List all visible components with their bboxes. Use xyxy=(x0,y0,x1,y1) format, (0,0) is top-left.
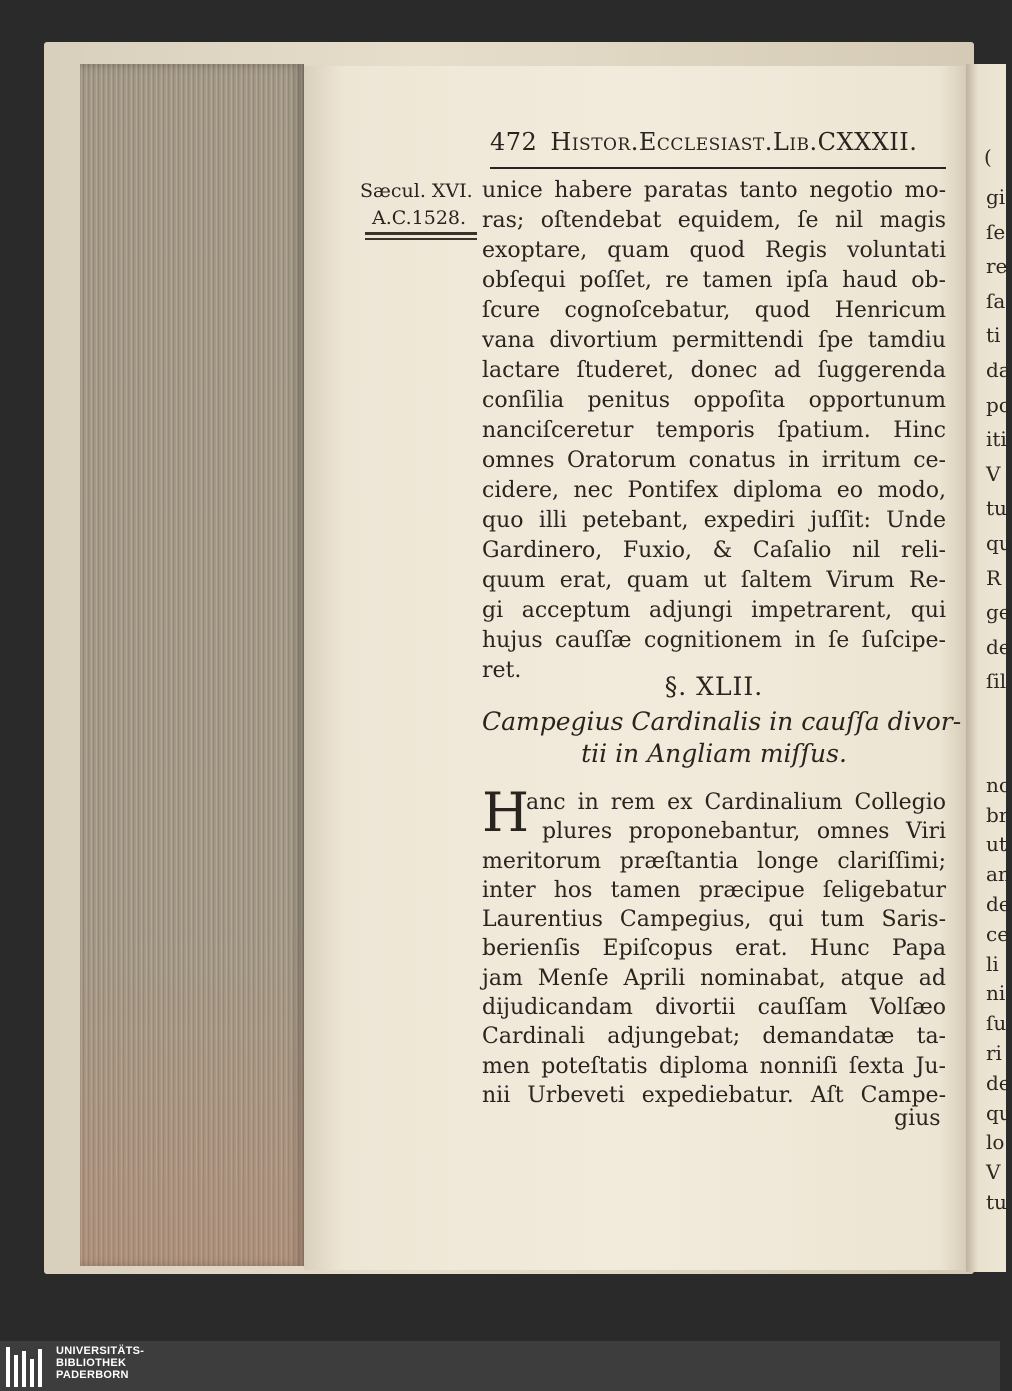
library-footer xyxy=(0,1341,1000,1391)
text-line: berienſis Epiſcopus erat. Hunc Papa xyxy=(482,936,946,962)
text-line: exoptare, quam quod Regis voluntati xyxy=(482,238,946,263)
facing-page-fragment: qu xyxy=(986,531,1012,555)
facing-page-fragment: gi xyxy=(986,185,1006,209)
running-header xyxy=(490,128,946,168)
text-line: Cardinali adjungebat; demandatæ ta- xyxy=(482,1024,946,1050)
facing-page-fragment: R xyxy=(986,565,1002,590)
text-line: ret. xyxy=(482,658,522,683)
facing-page-fragment: re xyxy=(986,254,1008,279)
text-line: conſilia penitus oppoſita opportunum xyxy=(482,388,946,413)
text-line: Laurentius Campegius, qui tum Saris- xyxy=(482,907,946,933)
facing-page-fragment: de xyxy=(986,892,1011,916)
facing-page-fragment: ſe xyxy=(986,219,1006,244)
facing-page-fragment: ſil xyxy=(986,669,1007,694)
header-rule xyxy=(490,167,946,169)
text-line: gi acceptum adjungi impetrarent, qui xyxy=(482,598,946,623)
text-line: quo illi petebant, expediri juſſit: Unde xyxy=(482,508,946,533)
section-title-line: tii in Angliam miſſus. xyxy=(581,739,847,768)
margin-century: Sæcul. XVI. xyxy=(360,180,473,202)
facing-page-fragment: qu xyxy=(986,1100,1012,1125)
margin-rule-thin xyxy=(365,238,477,240)
margin-year: A.C.1528. xyxy=(372,207,467,229)
page-number: 472 xyxy=(490,128,538,156)
text-line: men poteſtatis diploma nonniſi ſexta Ju- xyxy=(482,1053,946,1079)
text-line: hujus cauſſæ cognitionem in ſe ſuſcipe- xyxy=(482,628,946,653)
text-line: nanciſceretur temporis ſpatium. Hinc xyxy=(482,418,946,443)
text-line: nii Urbeveti expediebatur. Aſt Campe- xyxy=(482,1082,946,1108)
facing-page-fragment: de xyxy=(986,634,1011,659)
paragraph-2 xyxy=(482,781,946,1110)
section-title-line: Campegius Cardinalis in cauſſa divor- xyxy=(482,707,962,736)
facing-page-fragment: de xyxy=(986,1070,1011,1095)
facing-page-fragment: ut xyxy=(986,832,1007,857)
text-line: meritorum præſtantia longe clariſſimi; xyxy=(482,848,946,874)
facing-page-fragment: tu xyxy=(986,1190,1007,1214)
margin-rule xyxy=(365,232,477,235)
facing-page-fragment: iti xyxy=(986,427,1007,452)
text-line: anc in rem ex Cardinalium Collegio xyxy=(526,790,946,815)
facing-page-fragment: ri xyxy=(986,1041,1002,1065)
text-line: omnes Oratorum conatus in irritum ce- xyxy=(482,448,946,473)
facing-page-fragment: V xyxy=(986,461,1001,486)
facing-page-fragment: ti xyxy=(986,323,1001,348)
text-line: lactare ſtuderet, donec ad ſuggerenda xyxy=(482,358,946,383)
text-line: cidere, nec Pontifex diploma eo modo, xyxy=(482,478,946,503)
text-line: plures proponebantur, omnes Viri xyxy=(542,819,946,845)
facing-page-edge xyxy=(966,64,1012,1272)
facing-page-fragment: nc xyxy=(986,772,1011,797)
section-number: §. XLII. xyxy=(664,672,764,701)
text-line: quum erat, quam ut ſaltem Virum Re- xyxy=(482,568,946,593)
facing-page-fragment: li xyxy=(986,951,999,976)
text-line: Gardinero, Fuxio, & Caſalio nil reli- xyxy=(482,538,946,563)
facing-page-fragment: lo xyxy=(986,1130,1005,1155)
facing-page-fragment: pc xyxy=(986,392,1011,417)
section-title xyxy=(482,706,962,770)
facing-page-fragment: da xyxy=(986,358,1011,382)
text-line: jam Menſe Aprili nominabat, atque ad xyxy=(482,965,946,991)
running-title: Histor.Ecclesiast.Lib.CXXXII. xyxy=(550,128,918,156)
text-line: ras; oſtendebat equidem, ſe nil magis xyxy=(482,208,946,233)
facing-page-top: ( xyxy=(984,145,992,169)
institution-name xyxy=(56,1345,144,1381)
initial-letter: H xyxy=(482,781,530,844)
page-edges xyxy=(80,64,304,1266)
library-logo-icon xyxy=(6,1347,48,1387)
institution-line: UNIVERSITÄTS- xyxy=(56,1345,145,1357)
facing-page-fragment: ſa xyxy=(986,288,1006,313)
paragraph-1 xyxy=(482,176,946,686)
text-line: ſcure cognoſcebatur, quod Henricum xyxy=(482,298,946,323)
facing-page-fragment: ce xyxy=(986,921,1010,946)
edge-tint xyxy=(80,926,304,1266)
facing-page-fragment: br xyxy=(986,802,1009,827)
institution-line: PADERBORN xyxy=(56,1369,129,1381)
facing-page-fragment: ni xyxy=(986,981,1006,1006)
facing-page-fragment: V xyxy=(986,1160,1001,1185)
text-line: dijudicandam divortii cauſſam Volſæo xyxy=(482,995,946,1021)
catchword: gius xyxy=(894,1106,941,1131)
text-line: inter hos tamen præcipue ſeligebatur xyxy=(482,877,946,903)
facing-page-fragment: ſu xyxy=(986,1011,1007,1036)
facing-page-fragment: ge xyxy=(986,600,1011,625)
institution-line: BIBLIOTHEK xyxy=(56,1357,127,1369)
text-line: obſequi poſſet, re tamen ipſa haud ob- xyxy=(482,268,946,293)
text-line: unice habere paratas tanto negotio mo- xyxy=(482,178,946,203)
facing-page-fragment: an xyxy=(986,862,1011,887)
text-line: vana divortium permittendi ſpe tamdiu xyxy=(482,328,946,353)
facing-page-fragment: tu xyxy=(986,496,1007,521)
